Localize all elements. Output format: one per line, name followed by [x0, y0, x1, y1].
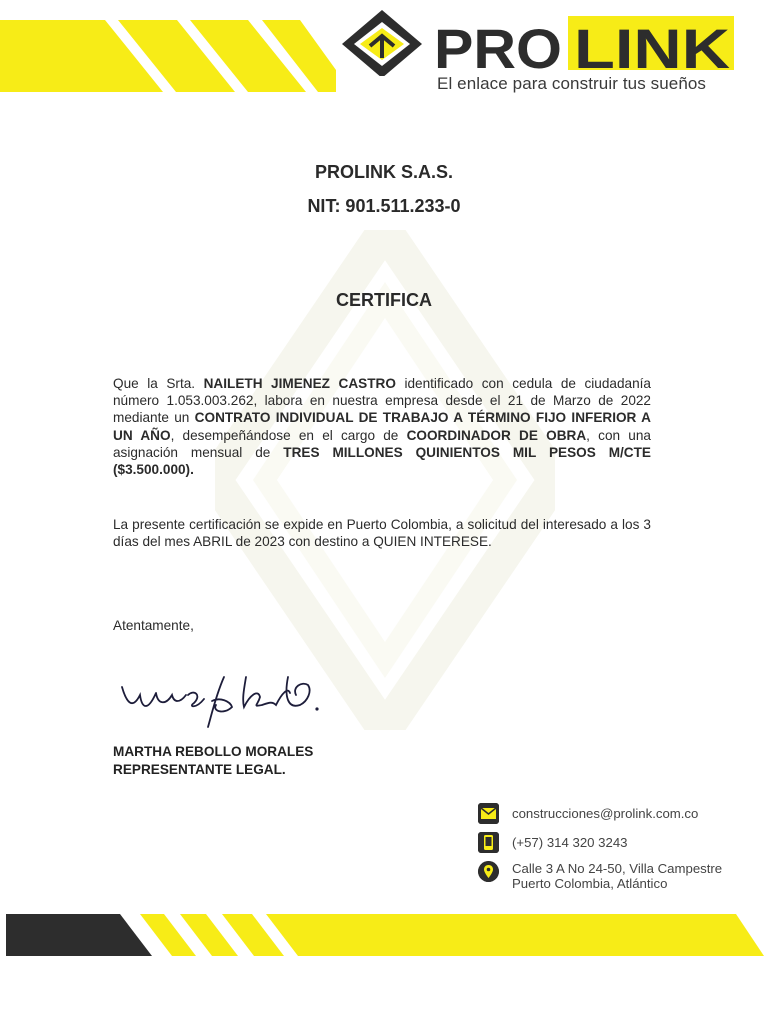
phone-icon — [478, 832, 499, 853]
text-segment: identificado con cedula de ciudadanía número 1.053.003.262, labora en nuestra empresa desde el 21 de Marzo de 2022 mediante un — [113, 376, 651, 426]
contract-type: CONTRATO INDIVIDUAL DE TRABAJO A TÉRMINO FIJO INFERIOR A UN AÑO — [113, 410, 651, 443]
mail-icon — [478, 803, 499, 824]
brand-tagline: El enlace para construir tus sueños — [437, 74, 707, 93]
text-segment: , con una asignación mensual de — [113, 427, 651, 460]
signer-role: REPRESENTANTE LEGAL. — [113, 762, 286, 777]
signer-name: MARTHA REBOLLO MORALES — [113, 744, 314, 759]
contact-address — [478, 861, 758, 895]
closing-salutation: Atentamente, — [113, 618, 194, 633]
text-segment: , desempeñándose en el cargo de — [170, 427, 407, 443]
issuance-paragraph: La presente certificación se expide en Puerto Colombia, a solicitud del interesado a los 3 días del mes ABRIL de 2023 con destino a QUIEN INTERESE. — [113, 517, 651, 550]
handwritten-signature — [112, 665, 332, 735]
contact-phone — [478, 832, 738, 856]
phone-number: (+57) 314 320 3243 — [512, 835, 628, 850]
contact-email — [478, 803, 738, 827]
top-decorative-stripes — [0, 0, 340, 92]
address-line-1: Calle 3 A No 24-50, Villa Campestre — [512, 861, 723, 876]
logo-pro-text: PRO — [434, 17, 562, 76]
email-link[interactable]: construcciones@prolink.com.co — [512, 806, 699, 821]
job-position: COORDINADOR DE OBRA — [406, 427, 587, 443]
text-segment: Que la Srta. — [113, 376, 204, 391]
document-title: CERTIFICA — [336, 290, 432, 310]
prolink-logo — [338, 6, 738, 76]
salary-amount: TRES MILLONES QUINIENTOS MIL PESOS M/CTE ($3.500.000). — [113, 444, 651, 478]
logo-diamond-icon — [342, 10, 422, 76]
location-pin-icon — [478, 861, 499, 882]
employee-name: NAILETH JIMENEZ CASTRO — [203, 376, 396, 391]
company-name: PROLINK S.A.S. — [314, 162, 453, 182]
logo-link-text: LINK — [574, 17, 730, 76]
bottom-decorative-stripes — [0, 912, 768, 958]
company-nit: NIT: 901.511.233-0 — [307, 196, 461, 216]
certification-paragraph — [113, 375, 651, 478]
address-line-2: Puerto Colombia, Atlántico — [512, 876, 668, 891]
